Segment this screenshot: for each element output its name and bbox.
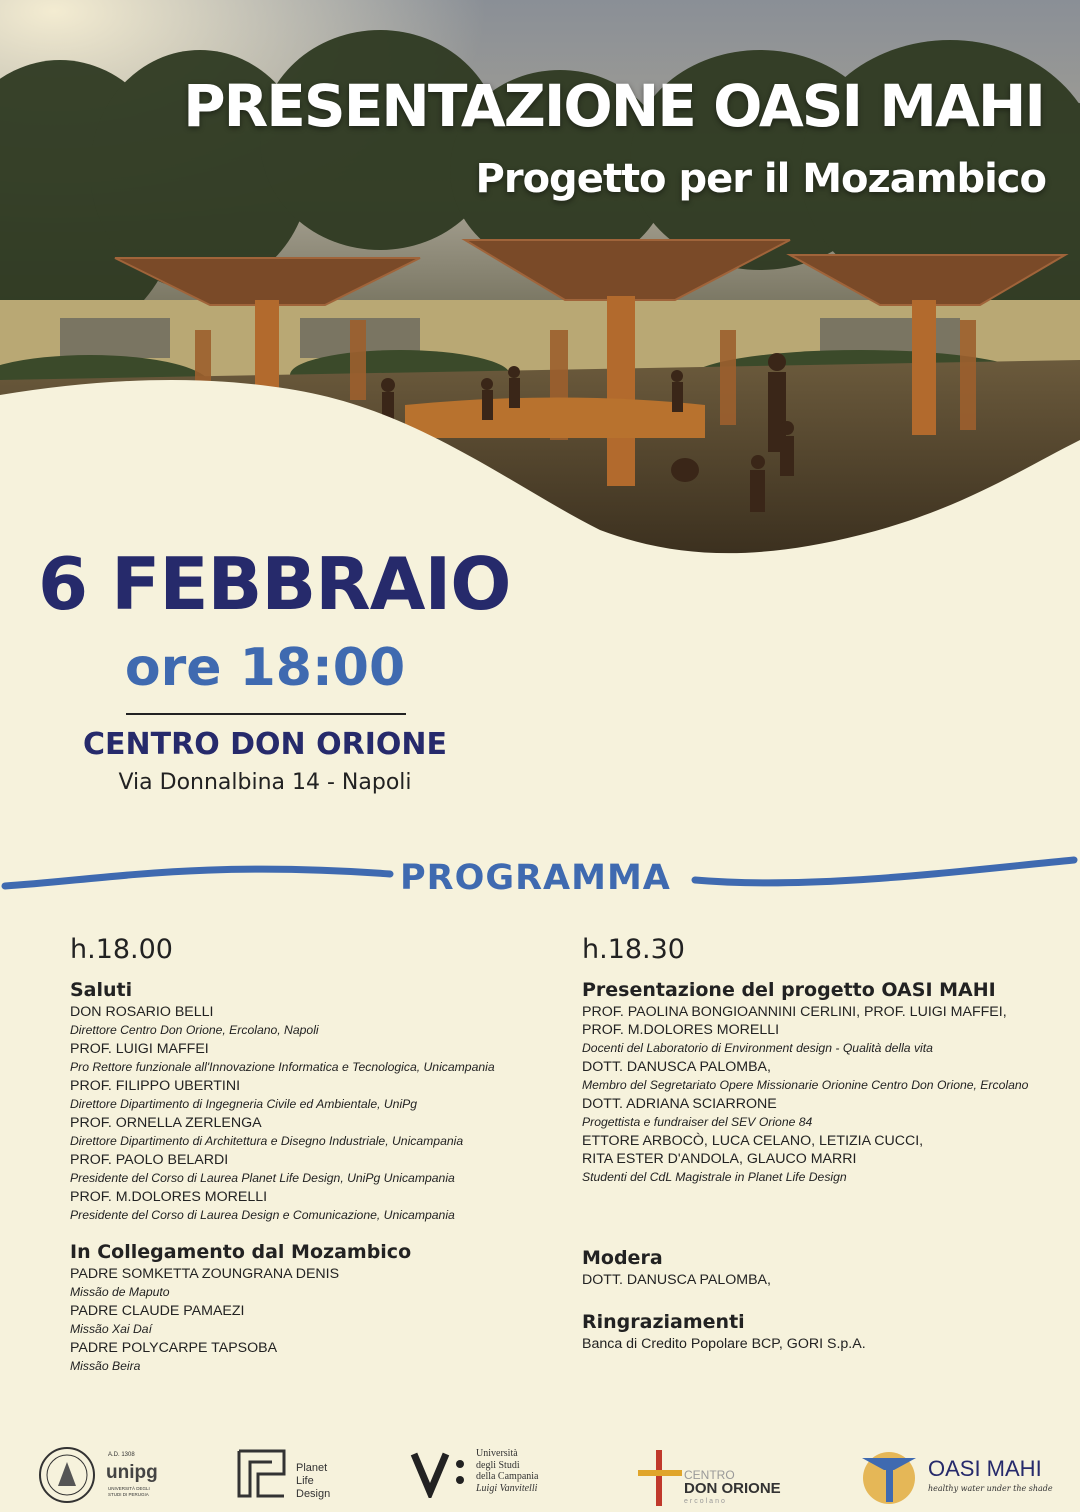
speaker-name: PROF. PAOLINA BONGIOANNINI CERLINI, PROF. LUIGI MAFFEI, (582, 1004, 1007, 1020)
speaker-name: DON ROSARIO BELLI (70, 1004, 214, 1020)
hour-label: h.18.30 (582, 934, 685, 965)
unipg-caption: UNIVERSITÀ DEGLI STUDI DI PERUGIA (108, 1486, 150, 1497)
don-orione-sub: ercolano (684, 1498, 727, 1505)
vanvitelli-line-3: della Campania (476, 1471, 539, 1482)
speaker-role: Pro Rettore funzionale all'Innovazione Informatica e Tecnologica, Unicampania (70, 1060, 495, 1074)
don-orione-name: DON ORIONE (684, 1480, 781, 1497)
speaker-name: PROF. LUIGI MAFFEI (70, 1041, 209, 1057)
oasi-mahi-wordmark: OASI MAHI (928, 1456, 1042, 1481)
planet-word: Planet (296, 1462, 328, 1474)
section-title: Modera (582, 1247, 663, 1269)
vanvitelli-v-icon (410, 1448, 470, 1498)
event-venue: CENTRO DON ORIONE (83, 727, 447, 762)
vanvitelli-line-2: degli Studi (476, 1459, 520, 1471)
speaker-name: PROF. ORNELLA ZERLENGA (70, 1115, 262, 1131)
don-orione-logo (634, 1446, 794, 1508)
speaker-role: Progettista e fundraiser del SEV Orione 84 (582, 1115, 813, 1129)
planet-life-text (296, 1462, 330, 1501)
speaker-role: Studenti del CdL Magistrale in Planet Life Design (582, 1170, 847, 1184)
vanvitelli-line-4: Luigi Vanvitelli (476, 1482, 538, 1494)
programma-right-column (582, 934, 1052, 1353)
speaker-role: Membro del Segretariato Opere Missionarie Orionine Centro Don Orione, Ercolano (582, 1078, 1029, 1092)
speaker-name: DOTT. DANUSCA PALOMBA, (582, 1272, 771, 1288)
wave-decoration-left (0, 852, 395, 902)
poster-title: PRESENTAZIONE OASI MAHI (183, 72, 1044, 140)
programma-heading: PROGRAMMA (400, 858, 671, 898)
speaker-role: Missão de Maputo (70, 1285, 170, 1299)
vanvitelli-line-1: Università (476, 1448, 518, 1459)
speaker-name: PADRE CLAUDE PAMAEZI (70, 1303, 245, 1319)
don-orione-cross-icon (634, 1446, 686, 1508)
planet-life-design-logo (236, 1448, 346, 1504)
life-word: Life (296, 1475, 314, 1487)
oasi-mahi-tree-icon (858, 1444, 920, 1506)
section-title: Ringraziamenti (582, 1311, 745, 1333)
unipg-wordmark: unipg (106, 1462, 158, 1483)
wave-decoration-right (690, 846, 1080, 896)
speaker-name: PROF. M.DOLORES MORELLI (582, 1022, 780, 1038)
speaker-name: DOTT. ADRIANA SCIARRONE (582, 1096, 777, 1112)
speaker-role: Direttore Dipartimento di Architettura e Disegno Industriale, Unicampania (70, 1134, 464, 1148)
unipg-seal-icon (38, 1446, 96, 1504)
don-orione-top: CENTRO (684, 1468, 735, 1482)
speaker-role: Missão Xai Daí (70, 1322, 152, 1336)
speaker-role: Docenti del Laboratorio di Environment design - Qualità della vita (582, 1041, 933, 1055)
vanvitelli-logo (410, 1448, 550, 1504)
hero-image (0, 0, 1080, 560)
speaker-role: Presidente del Corso di Laurea Design e Comunicazione, Unicampania (70, 1208, 455, 1222)
speaker-role: Direttore Centro Don Orione, Ercolano, Napoli (70, 1023, 319, 1037)
design-word: Design (296, 1488, 331, 1500)
section-title: In Collegamento dal Mozambico (70, 1241, 412, 1263)
speaker-name: PROF. PAOLO BELARDI (70, 1152, 229, 1168)
speaker-role: Missão Beira (70, 1359, 141, 1373)
oasi-mahi-logo (858, 1444, 1068, 1510)
vanvitelli-text (476, 1448, 538, 1494)
speaker-name: DOTT. DANUSCA PALOMBA, (582, 1059, 771, 1075)
programma-left-column (70, 934, 540, 1376)
section-title: Presentazione del progetto OASI MAHI (582, 979, 996, 1001)
unipg-logo (38, 1446, 168, 1506)
speaker-name: ETTORE ARBOCÒ, LUCA CELANO, LETIZIA CUCCI, (582, 1133, 924, 1149)
event-time: ore 18:00 (124, 638, 406, 698)
sponsor-text: Banca di Credito Popolare BCP, GORI S.p.A. (582, 1336, 866, 1352)
speaker-name: PADRE SOMKETTA ZOUNGRANA DENIS (70, 1266, 340, 1282)
speaker-name: RITA ESTER D'ANDOLA, GLAUCO MARRI (582, 1151, 857, 1167)
speaker-role: Direttore Dipartimento di Ingegneria Civile ed Ambientale, UniPg (70, 1097, 418, 1111)
hour-label: h.18.00 (70, 934, 173, 965)
speaker-name: PROF. FILIPPO UBERTINI (70, 1078, 241, 1094)
oasi-mahi-tagline: healthy water under the shade (928, 1484, 1053, 1493)
event-date: 6 FEBBRAIO (38, 542, 511, 626)
speaker-name: PADRE POLYCARPE TAPSOBA (70, 1340, 278, 1356)
partner-logos (0, 1438, 1080, 1512)
section-title: Saluti (70, 979, 133, 1001)
divider (126, 713, 406, 715)
speaker-name: PROF. M.DOLORES MORELLI (70, 1189, 268, 1205)
poster-subtitle: Progetto per il Mozambico (475, 156, 1046, 202)
event-address: Via Donnalbina 14 - Napoli (118, 770, 412, 795)
planet-life-mark-icon (236, 1448, 288, 1500)
speaker-role: Presidente del Corso di Laurea Planet Life Design, UniPg Unicampania (70, 1171, 455, 1185)
unipg-year: A.D. 1308 (108, 1452, 135, 1458)
